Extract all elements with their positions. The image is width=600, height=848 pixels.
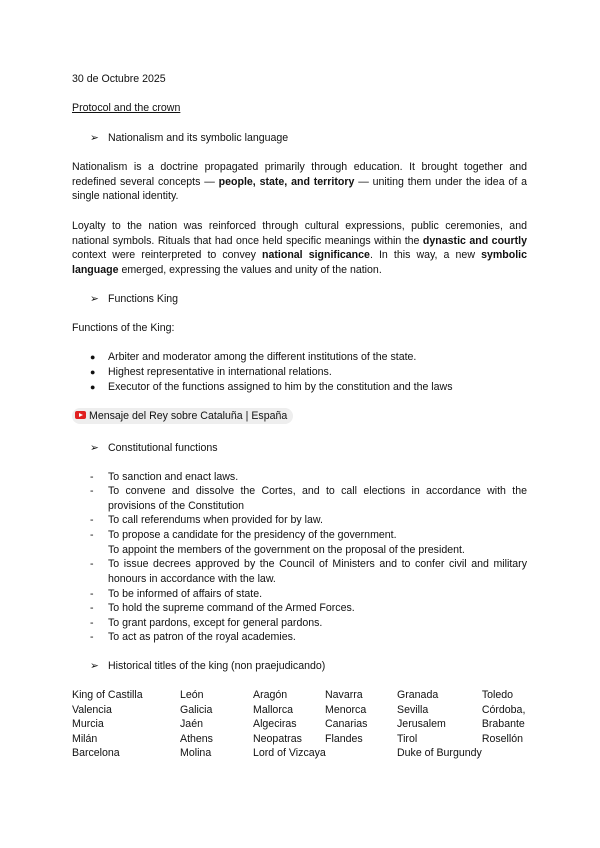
arrow-icon: ➢ bbox=[90, 442, 99, 454]
bullet-icon: ● bbox=[90, 382, 96, 392]
video-link-chip[interactable] bbox=[72, 408, 293, 424]
table-row: Valencia Galicia Mallorca Menorca Sevilla Córdoba, bbox=[72, 703, 526, 716]
date: 30 de Octubre 2025 bbox=[72, 73, 166, 85]
table-row: King of Castilla León Aragón Navarra Granada Toledo bbox=[72, 689, 514, 701]
table-row: Murcia Jaén Algeciras Canarias Jerusalem Brabante bbox=[72, 718, 525, 731]
list-item: - To act as patron of the royal academies. bbox=[90, 631, 296, 643]
heading-titles: ➢ Historical titles of the king (non praejudicando) bbox=[90, 660, 326, 672]
paragraph-nationalism: Nationalism is a doctrine propagated primarily through education. It brought together and redefined several concepts — people, state, and territory — uniting them under the idea of a single national identity. bbox=[72, 161, 527, 203]
list-item: - To sanction and enact laws. bbox=[90, 471, 239, 483]
heading-constitutional: ➢ Constitutional functions bbox=[90, 442, 218, 454]
table-row: Barcelona Molina Lord of Vizcaya Duke of Burgundy bbox=[72, 747, 482, 760]
list-item: ● Highest representative in international relations. bbox=[90, 366, 332, 378]
bullet-icon: ● bbox=[90, 352, 96, 362]
list-item: - To be informed of affairs of state. bbox=[90, 588, 263, 600]
list-item: - To convene and dissolve the Cortes, and to call elections in accordance with the provisions of the Constitution bbox=[90, 485, 527, 512]
list-item: - To call referendums when provided for by law. bbox=[90, 514, 323, 526]
list-item: - To grant pardons, except for general pardons. bbox=[90, 617, 323, 629]
list-item: - To hold the supreme command of the Armed Forces. bbox=[90, 602, 355, 614]
arrow-icon: ➢ bbox=[90, 132, 99, 144]
heading-nationalism: ➢ Nationalism and its symbolic language bbox=[90, 132, 289, 144]
list-item: ● Executor of the functions assigned to him by the constitution and the laws bbox=[90, 381, 453, 393]
video-link-label[interactable]: Mensaje del Rey sobre Cataluña | España bbox=[89, 410, 288, 422]
youtube-icon bbox=[75, 411, 86, 419]
list-item: - To issue decrees approved by the Council of Ministers and to confer civil and military honours in accordance with the law. bbox=[90, 558, 527, 585]
functions-intro: Functions of the King: bbox=[72, 322, 175, 334]
arrow-icon: ➢ bbox=[90, 660, 99, 672]
paragraph-loyalty: Loyalty to the nation was reinforced through cultural expressions, public ceremonies, and national symbols. Rituals that had once held specific meanings within the dynastic and courtly context were reinterpreted to convey national significance. In this way, a new symbolic language emerged, expressing the values and unity of the nation. bbox=[72, 220, 528, 276]
heading-functions: ➢ Functions King bbox=[90, 293, 179, 305]
bullet-icon: ● bbox=[90, 367, 96, 377]
list-item: - To propose a candidate for the presidency of the government. To appoint the members of the government on the proposal of the president. bbox=[90, 529, 465, 556]
list-item: ● Arbiter and moderator among the different institutions of the state. bbox=[90, 351, 417, 363]
table-row: Milán Athens Neopatras Flandes Tirol Rosellón bbox=[72, 732, 524, 745]
section-title: Protocol and the crown bbox=[72, 102, 181, 114]
arrow-icon: ➢ bbox=[90, 293, 99, 305]
titles-table bbox=[72, 688, 542, 761]
